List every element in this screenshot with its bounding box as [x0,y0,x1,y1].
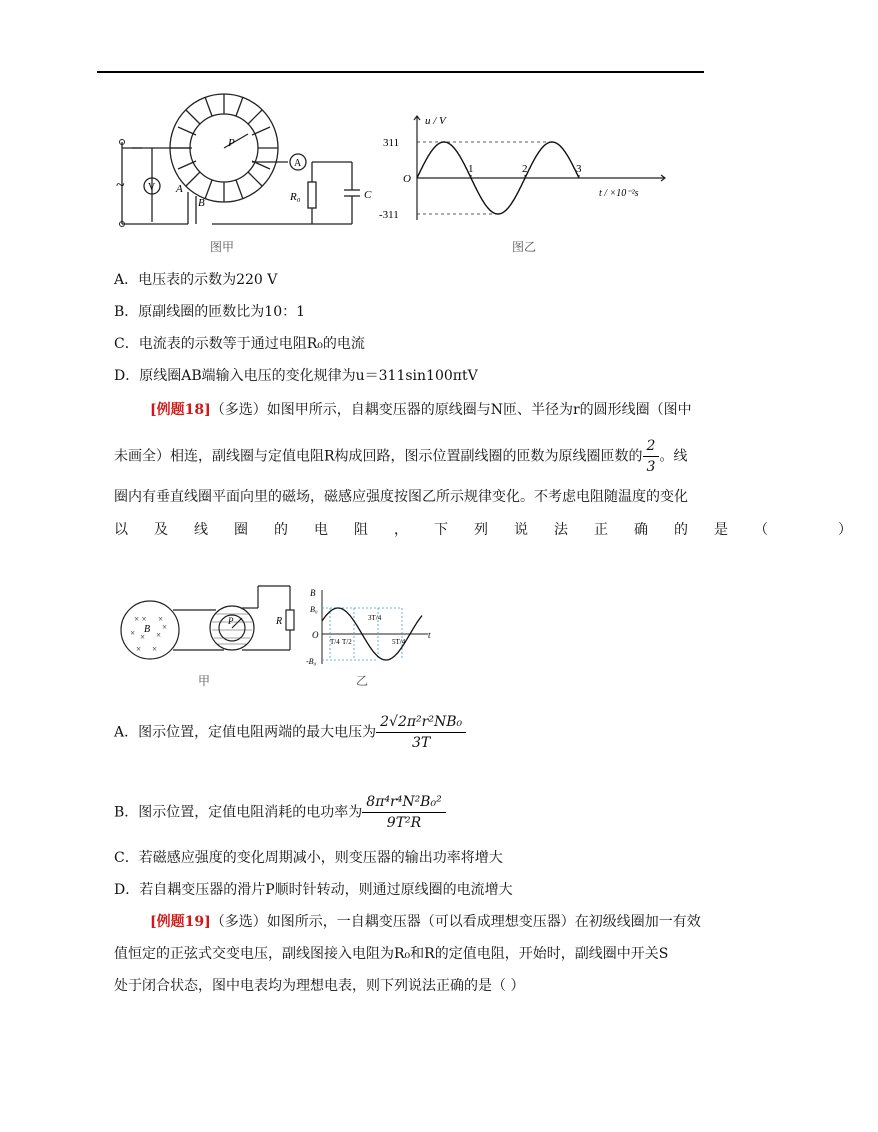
fraction-two-thirds: $\frac{2}{3}$ [643,436,660,477]
svg-text:t: t [428,630,431,640]
svg-text:O: O [312,630,319,640]
q19-tag: [例题19] [150,914,211,930]
q18-line2: 未画全）相连，副线圈与定值电阻R构成回路，图示位置副线圈的匝数为原线圈匝数的 $\frac{2}{3}$ 。线 [114,438,688,475]
svg-text:×: × [156,630,162,640]
magnetic-field-graph [308,586,438,666]
svg-text:B: B [198,197,205,209]
q17-option-c: C．电流表的示数等于通过电阻R₀的电流 [114,336,365,352]
svg-text:V: V [148,182,156,193]
svg-text:×: × [152,644,158,654]
formula-max-voltage: $\frac{\text{2√2π²r²NB₀}}{3T}$ [376,712,466,753]
tick-t2: T/2 [342,638,352,646]
x-tick-label: 3 [576,163,582,175]
svg-text:P: P [228,137,235,149]
svg-text:R₀: R₀ [290,191,301,203]
svg-text:B: B [144,624,151,635]
ac-source-symbol: ~ [116,177,125,194]
svg-text:×: × [162,622,168,632]
svg-text:×: × [140,632,146,642]
figure2-left-caption: 甲 [198,674,211,688]
figure1-left-caption: 图甲 [210,240,235,254]
svg-text:P: P [228,616,234,626]
svg-text:B: B [310,588,316,598]
svg-text:311: 311 [383,137,400,149]
svg-text:×: × [136,644,142,654]
svg-text:t / ×10⁻²s: t / ×10⁻²s [599,188,639,199]
q18-line3: 圈内有垂直线圈平面向里的磁场，磁感应强度按图乙所示规律变化。不考虑电阻随温度的变化 [114,489,688,505]
q19-line1: [例题19]（多选）如图所示，一自耦变压器（可以看成理想变压器）在初级线圈加一有效 [150,914,701,930]
q18-option-d: D．若自耦变压器的滑片P顺时针转动，则通过原线圈的电流增大 [114,882,513,898]
svg-text:C: C [364,189,372,201]
svg-text:O: O [403,173,411,185]
svg-text:A: A [176,183,183,195]
q18-tag: [例题18] [150,402,211,418]
svg-text:A: A [294,158,302,169]
svg-text:-311: -311 [379,209,399,221]
q17-option-d: D．原线圈AB端输入电压的变化规律为u＝311sin100πtV [114,368,478,384]
tick-3t4: 3T/4 [368,614,382,622]
svg-text:-B₀: -B₀ [306,657,317,666]
q17-option-a: A．电压表的示数为220 V [114,272,278,288]
q19-line3: 处于闭合状态，图中电表均为理想电表，则下列说法正确的是（ ） [114,978,525,994]
figure2-right-caption: 乙 [356,674,369,688]
svg-text:u / V: u / V [425,115,446,127]
voltage-graph [379,110,670,230]
q19-line2: 值恒定的正弦式交变电压，副线图接入电阻为R₀和R的定值电阻，开始时，副线圈中开关S [114,946,669,962]
svg-text:× ×: × × [134,614,147,624]
header-rule [97,71,704,73]
svg-text:B₀: B₀ [310,605,318,614]
svg-text:R: R [276,616,283,627]
x-tick-label: 2 [522,163,528,175]
q18-line1: [例题18]（多选）如图甲所示，自耦变压器的原线圈与N匝、半径为r的圆形线圈（图中 [150,402,692,418]
x-tick-label: 1 [468,163,474,175]
svg-text:×: × [158,614,164,624]
circuit-diagram-1 [112,82,392,232]
q18-option-a: A．图示位置，定值电阻两端的最大电压为 $\frac{\text{2√2π²r²NB₀}}{3T}$ [114,712,466,753]
q18-option-b: B．图示位置，定值电阻消耗的电功率为 $\frac{\text{8π⁴r⁴N²B₀²}}{\text{9T²R}}$ [114,792,446,833]
formula-power: $\frac{\text{8π⁴r⁴N²B₀²}}{\text{9T²R}}$ [362,792,445,833]
q18-option-c: C．若磁感应强度的变化周期减小，则变压器的输出功率将增大 [114,850,503,866]
circuit-diagram-2 [118,584,298,664]
tick-t4: T/4 [330,638,340,646]
tick-5t4: 5T/4 [392,638,406,646]
q17-option-b: B．原副线圈的匝数比为10：1 [114,304,306,320]
svg-text:×: × [130,628,136,638]
figure1-right-caption: 图乙 [512,240,537,254]
q18-line4: 以 及 线 圈 的 电 阻 ， 下 列 说 法 正 确 的 是 （ ） [114,522,852,538]
